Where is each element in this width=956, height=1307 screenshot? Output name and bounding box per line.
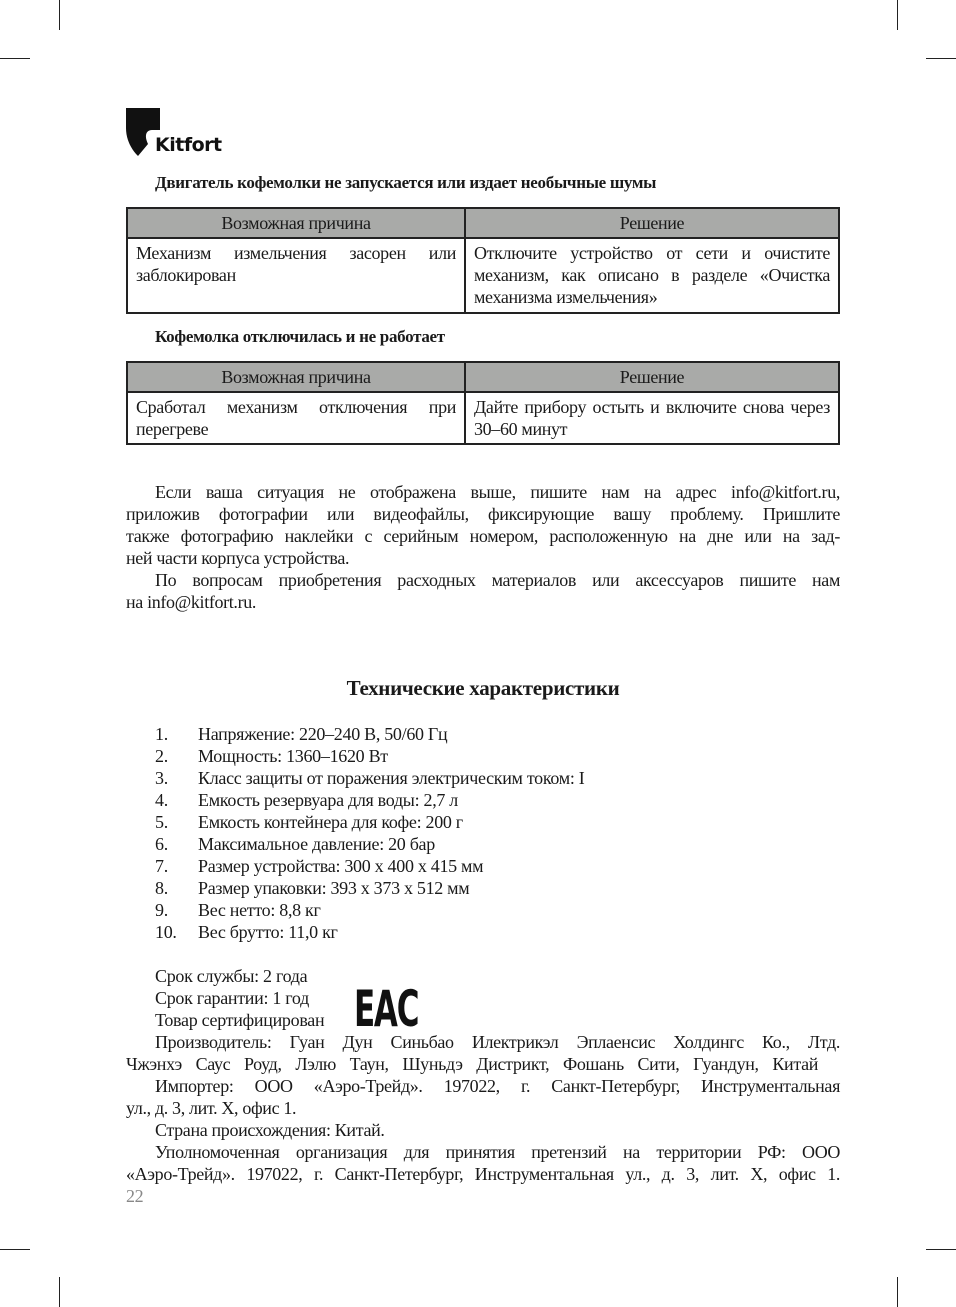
- solution-cell: Дайте прибору остыть и включите снова через 30–60 минут: [465, 392, 839, 444]
- spec-item: [155, 921, 338, 943]
- paragraph-line: ул., д. 3, лит. Х, офис 1.: [126, 1098, 297, 1118]
- spec-number: 9.: [155, 900, 168, 920]
- spec-number: 6.: [155, 834, 168, 854]
- spec-text: Емкость контейнера для кофе: 200 г: [198, 812, 463, 832]
- spec-number: 8.: [155, 878, 168, 898]
- column-header-solution: Решение: [465, 362, 839, 392]
- spec-number: 7.: [155, 856, 168, 876]
- spec-item: [155, 877, 469, 899]
- spec-item: [155, 767, 584, 789]
- crop-mark: [59, 0, 60, 30]
- troubleshooting-table: [126, 207, 840, 314]
- column-header-cause: Возможная причина: [127, 208, 465, 238]
- spec-item: [155, 723, 447, 745]
- troubleshooting-table: [126, 361, 840, 445]
- paragraph-line: «Аэро-Трейд». 197022, г. Санкт-Петербург, Инструментальная ул., д. 3, лит. Х, офис 1.: [126, 1164, 840, 1184]
- spec-text: Размер упаковки: 393 х 373 х 512 мм: [198, 878, 470, 898]
- crop-mark: [897, 0, 898, 30]
- paragraph-line: ней части корпуса устройства.: [126, 548, 350, 568]
- spec-number: 3.: [155, 768, 168, 788]
- spec-text: Емкость резервуара для воды: 2,7 л: [198, 790, 458, 810]
- warranty: Срок гарантии: 1 год: [155, 988, 309, 1008]
- section-heading: Двигатель кофемолки не запускается или издает необычные шумы: [155, 173, 657, 192]
- spec-number: 10.: [155, 922, 177, 942]
- eac-mark: EAC: [354, 980, 419, 1038]
- column-header-solution: Решение: [465, 208, 839, 238]
- spec-item: [155, 789, 458, 811]
- solution-cell: Отключите устройство от сети и очистите механизм, как описано в разделе «Очистка механизма измельчения»: [465, 238, 839, 313]
- page-number: 22: [126, 1186, 144, 1206]
- logo-text: Kitfort: [155, 134, 222, 156]
- paragraph-line: Чжэнхэ Саус Роуд, Лэлю Таун, Шуньдэ Дистрикт, Фошань Сити, Гуандун, Китай: [126, 1054, 818, 1074]
- spec-number: 4.: [155, 790, 168, 810]
- paragraph-line: приложив фотографии или видеофайлы, фиксирующие вашу проблему. Пришлите: [126, 504, 840, 524]
- paragraph-line: на info@kitfort.ru.: [126, 592, 257, 612]
- crop-mark: [0, 1249, 30, 1250]
- spec-item: [155, 855, 483, 877]
- spec-item: [155, 833, 435, 855]
- specs-title: Технические характеристики: [346, 676, 620, 700]
- crop-mark: [926, 58, 956, 59]
- spec-number: 1.: [155, 724, 168, 744]
- spec-text: Класс защиты от поражения электрическим током: I: [198, 768, 585, 788]
- crop-mark: [897, 1277, 898, 1307]
- cause-cell: Механизм измельчения засорен или заблокирован: [127, 238, 465, 313]
- crop-mark: [0, 58, 30, 59]
- spec-text: Мощность: 1360–1620 Вт: [198, 746, 388, 766]
- spec-item: [155, 811, 463, 833]
- spec-text: Максимальное давление: 20 бар: [198, 834, 435, 854]
- paragraph-line: Уполномоченная организация для принятия претензий на территории РФ: ООО: [155, 1142, 840, 1162]
- service-life: Срок службы: 2 года: [155, 966, 308, 986]
- paragraph-line: Страна происхождения: Китай.: [155, 1120, 385, 1140]
- paragraph-line: Производитель: Гуан Дун Синьбао Илектрикэл Эплаенсис Холдингс Ко., Лтд.: [155, 1032, 840, 1052]
- spec-text: Вес нетто: 8,8 кг: [198, 900, 321, 920]
- paragraph-line: По вопросам приобретения расходных материалов или аксессуаров пишите нам: [155, 570, 840, 590]
- section-heading: Кофемолка отключилась и не работает: [155, 327, 445, 346]
- spec-text: Напряжение: 220–240 В, 50/60 Гц: [198, 724, 448, 744]
- paragraph-line: также фотографию наклейки с серийным номером, расположенную на дне или на зад-: [126, 526, 840, 546]
- cause-cell: Сработал механизм отключения при перегреве: [127, 392, 465, 444]
- spec-text: Размер устройства: 300 х 400 х 415 мм: [198, 856, 484, 876]
- paragraph-line: Импортер: ООО «Аэро-Трейд». 197022, г. Санкт-Петербург, Инструментальная: [155, 1076, 840, 1096]
- spec-item: [155, 745, 388, 767]
- crop-mark: [59, 1277, 60, 1307]
- spec-number: 5.: [155, 812, 168, 832]
- certified: Товар сертифицирован: [155, 1010, 325, 1030]
- spec-number: 2.: [155, 746, 168, 766]
- paragraph-line: Если ваша ситуация не отображена выше, пишите нам на адрес info@kitfort.ru,: [155, 482, 840, 502]
- kitfort-logo: [126, 108, 222, 161]
- spec-item: [155, 899, 321, 921]
- crop-mark: [926, 1249, 956, 1250]
- spec-text: Вес брутто: 11,0 кг: [198, 922, 338, 942]
- column-header-cause: Возможная причина: [127, 362, 465, 392]
